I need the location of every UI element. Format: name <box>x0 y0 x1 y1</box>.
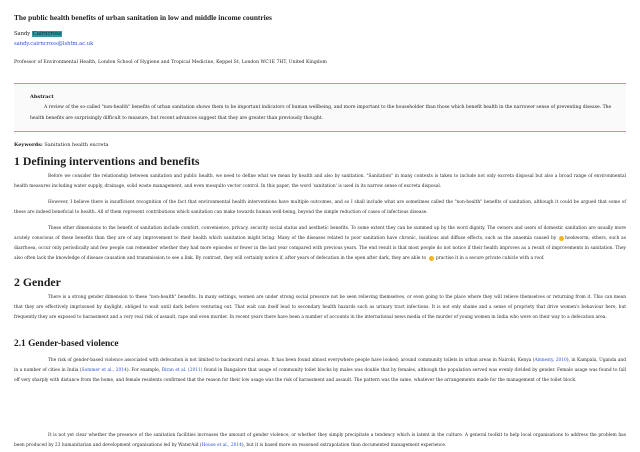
paragraph-definitions: Before we consider the relationship between sanitation and public health, we need to define what we mean by health and also by sanitation. "Sanitation" in many contexts is taken to include not only excreta disposal but also a broad range of environmental health measures including water supply, drainage, solid waste management, and even mosquito vector control. In this paper, the word 'sanitation' is used in its narrow sense of excreta disposal. <box>14 174 626 190</box>
section-heading-defining: 1 Defining interventions and benefits <box>14 154 200 168</box>
paragraph-dignity <box>14 224 626 264</box>
comment-marker-icon[interactable] <box>559 236 564 241</box>
paragraph-dignity-part-2: hookworm; others, such as diarrhoea, occur only periodically and few people can remember whether they had more episodes or fewer in the last year compared with previous years. The end result is that most people do not notice if their health improves as a result of improvements in sanitation. They also often lack the knowledge of disease causation and transmission to see a link. By contrast, they will certainly notice if, after years of defecation in the open after dark, they are able to <box>14 236 626 262</box>
citation-link[interactable]: House et al., 2014 <box>201 443 242 449</box>
author-affiliation: Professor of Environmental Health, London School of Hygiene and Tropical Medicine, Keppel St, London WC1E 7HT, United Kingdom <box>14 60 327 65</box>
abstract-text: A review of the so-called "non-health" benefits of urban sanitation shows them to be important indicators of human wellbeing, and more important to the householder than those which benefit health in the narrower sense of preventing disease. The health benefits are surprisingly difficult to measure, but recent advances suggest that they are greater than previously thought. <box>30 105 612 121</box>
citation-link[interactable]: Sommer et al., 2014 <box>81 368 127 374</box>
paragraph-gv-text-3: ). For example, <box>126 368 162 374</box>
paragraph-gv-text-2: ), in Kampala, Uganda and in a number of cities in India ( <box>14 358 626 374</box>
subsection-heading-gender-violence: 2.1 Gender-based violence <box>14 339 119 349</box>
keywords-label: Keywords: <box>14 142 43 148</box>
paragraph-gv-text-1: The risk of gender-based violence associated with defecation is not limited to backward rural areas. It has been found almost everywhere people have looked; around community toilets in urban areas in Nairobi, Kenya ( <box>48 358 535 363</box>
author-email-link[interactable]: sandy.cairncross@lshtm.ac.uk <box>14 41 94 47</box>
paragraph-toolkit-text-2: ), but it is based more on reasoned extrapolation than documented management experience. <box>241 443 447 449</box>
comment-marker-icon[interactable] <box>429 256 434 261</box>
paragraph-dignity-part-1: These other dimensions to the benefit of sanitation include comfort, convenience, privacy, security social status and aesthetic benefits. To some extent they can be summed up by the word dignity. The owners and users of domestic sanitation are usually more acutely conscious of these benefits than they are of any improvement to their health which sanitation might bring. Many of the diseases related to poor sanitation have chronic, insidious and diffuse effects, such as the anaemia caused by <box>14 226 626 242</box>
paragraph-toolkit <box>14 431 626 451</box>
paragraph-toolkit-text-1: It is not yet clear whether the presence of the sanitation facilities increases the amount of gender violence, or whether they simply precipitate a tendency which is latent in the culture. A general toolkit to help local organisations to address the problem has been produced by 23 humanitarian and development organisations led by WaterAid ( <box>14 433 626 449</box>
citation-link[interactable]: Biran et al. (2011) <box>161 368 203 374</box>
keywords-values: Sanitation health excreta <box>44 142 109 148</box>
author-last-name-highlighted[interactable]: Cairncross <box>32 31 62 37</box>
author-first-name: Sandy <box>14 31 31 37</box>
paragraph-non-health-benefits: However, I believe there is insufficient recognition of the fact that environmental health interventions have multiple outcomes, and so I shall include what are sometimes called the "non-health" benefits of sanitation, although it could be argued that some of these are indeed beneficial to health. All of them represent contributions which sanitation can make towards human well-being, beyond the simple reduction of cases of infectious disease. <box>14 200 626 216</box>
abstract-box <box>14 83 626 132</box>
paper-title: The public health benefits of urban sanitation in low and middle income countries <box>14 13 272 22</box>
keywords-line <box>14 142 109 148</box>
citation-link[interactable]: Amnesty, 2010 <box>534 358 567 363</box>
author-line <box>14 31 62 37</box>
abstract-heading: Abstract <box>30 94 54 100</box>
paragraph-gv-text-4: found in Bangalore that usage of community toilet blocks by males was double that by females, although the population served was evenly divided by gender. Female usage was found to fall off very sharply with distance from the home, and female residents confirmed that the reason for their low usage was the risk of harassment and assault. The pattern was the same, whatever the arrangements made for the management of the toilet block. <box>14 368 626 384</box>
paragraph-gender-violence <box>14 356 626 386</box>
paragraph-dignity-part-3: practise it in a secure private cubicle with a roof. <box>435 256 545 262</box>
paragraph-gender: There is a strong gender dimension to these "non-health" benefits. In many settings, women are under strong social pressure not be seen relieving themselves, or even going to the place where they will relieve themselves or returning from it. This can mean that they are effectively imprisoned by daylight, obliged to wait until dark before venturing out. That wait can itself lead to secondary health hazards such as urinary tract infections. It is not only shame and a sense of propriety that drive women's behaviour here, but frequently they are exposed to harassment and a very real risk of assault, rape and even murder. In recent years there have been a number of accounts in the international news media of the murder of young women in India who were on their way to a defecation area. <box>14 295 626 321</box>
section-heading-gender: 2 Gender <box>14 275 61 289</box>
